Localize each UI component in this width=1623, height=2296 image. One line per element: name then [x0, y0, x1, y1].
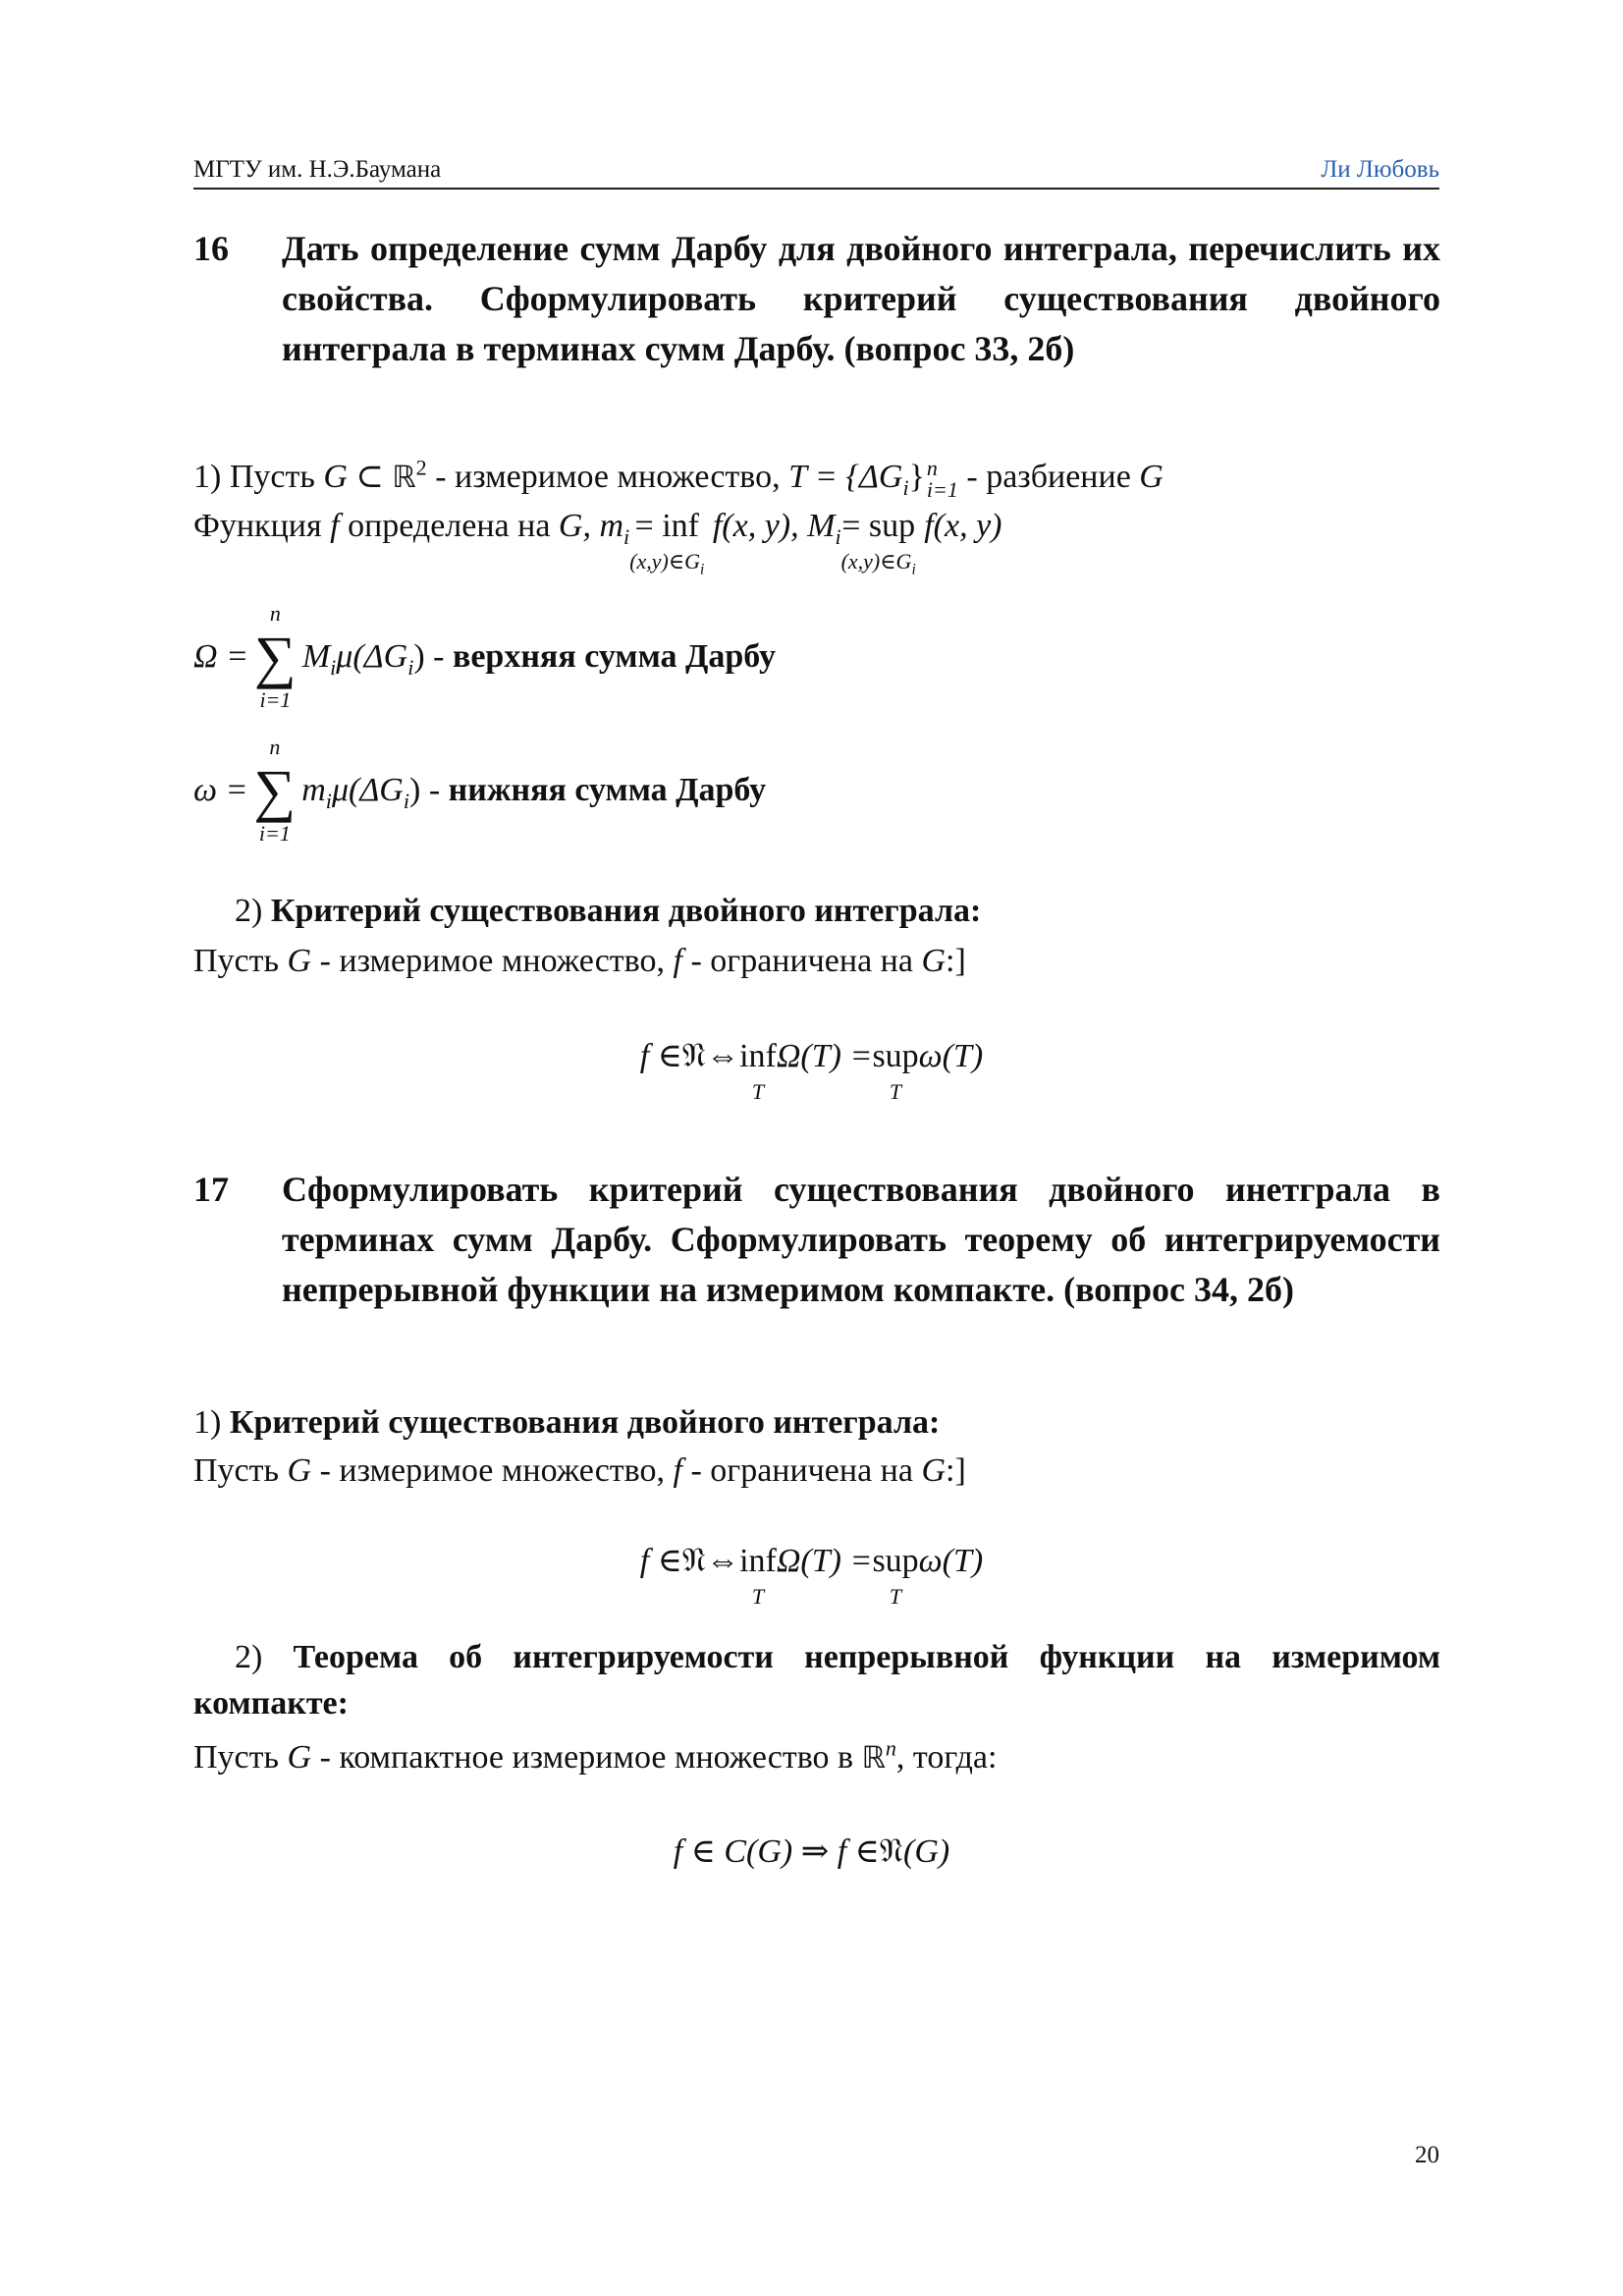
sum-symbol: n ∑ i=1	[253, 735, 297, 846]
criterion-heading-16: 2) Критерий существования двойного интеграла:	[235, 893, 982, 929]
partition-index-range: n i=1	[926, 456, 958, 503]
sup-operator: sup T	[872, 1543, 919, 1609]
criterion-condition-16: Пусть G - измеримое множество, f - ограничена на G:]	[193, 943, 966, 979]
sum-symbol: n ∑ i=1	[254, 601, 297, 712]
section-17-heading	[193, 1165, 1440, 1315]
sup-operator: sup T	[872, 1038, 919, 1104]
theorem-heading-17: 2) Теорема об интегрируемости непрерывной функции на измеримом компакте:	[193, 1639, 1440, 1722]
header-institution: МГТУ им. Н.Э.Баумана	[193, 156, 442, 183]
criterion-condition-17: Пусть G - измеримое множество, f - ограничена на G:]	[193, 1452, 966, 1489]
darboux-criterion-formula-16: f ∈ 𝔑 ⇔ inf T Ω(T) = sup T ω(T)	[0, 1033, 1623, 1105]
inf-operator: inf T	[739, 1543, 777, 1609]
section-number: 16	[193, 229, 229, 268]
inf-operator: = inf $(x,y)\in G_i$	[629, 508, 705, 578]
theorem-condition-17: Пусть G - компактное измеримое множество в ℝ$^n$, тогда:	[193, 1735, 998, 1776]
criterion-heading-17: 1) Критерий существования двойного интеграла:	[193, 1404, 941, 1441]
page-number: 20	[1415, 2142, 1439, 2168]
section-title: Сформулировать критерий существования двойного инетграла в терминах сумм Дарбу. Сформулировать теорему об интегрируемости непрерывной функции на измеримом компакте. (вопрос 34, 2б)	[282, 1170, 1440, 1309]
sup-operator: = sup $(x,y)\in G_i$	[840, 508, 916, 578]
section-16-heading	[193, 224, 1440, 374]
lower-darboux-sum: ω = n ∑ i=1 $m_i\mu(\Delta G_i)$ - нижняя сумма Дарбу	[193, 735, 767, 846]
section-title: Дать определение сумм Дарбу для двойного интеграла, перечислить их свойства. Сформулировать критерий существования двойного интеграла в терминах сумм Дарбу. (вопрос 33, 2б)	[282, 229, 1440, 368]
continuity-integrability-formula: f ∈ C(G) ⇒ f ∈ 𝔑 (G)	[673, 1831, 950, 1871]
header-author: Ли Любовь	[1321, 156, 1439, 183]
inf-operator: inf T	[739, 1038, 777, 1104]
partition-definition: 1) Пусть G ⊂ ℝ$^2$ - измеримое множество, $T = \{\Delta G_i\}$ n i=1 - разбиение G	[193, 455, 1163, 503]
header-rule	[193, 188, 1439, 190]
upper-darboux-sum: Ω = n ∑ i=1 $M_i\mu(\Delta G_i)$ - верхняя сумма Дарбу	[193, 601, 777, 712]
function-inf-sup-definition: Функция f определена на G, $m_i$ = inf $(x,y)\in G_i$ f(x, y), $M_i$ = sup $(x,y)\in G_i$ f(x, y)	[193, 503, 1440, 574]
darboux-criterion-formula-17: f ∈ 𝔑 ⇔ inf T Ω(T) = sup T ω(T)	[0, 1538, 1623, 1610]
section-number: 17	[193, 1170, 229, 1209]
